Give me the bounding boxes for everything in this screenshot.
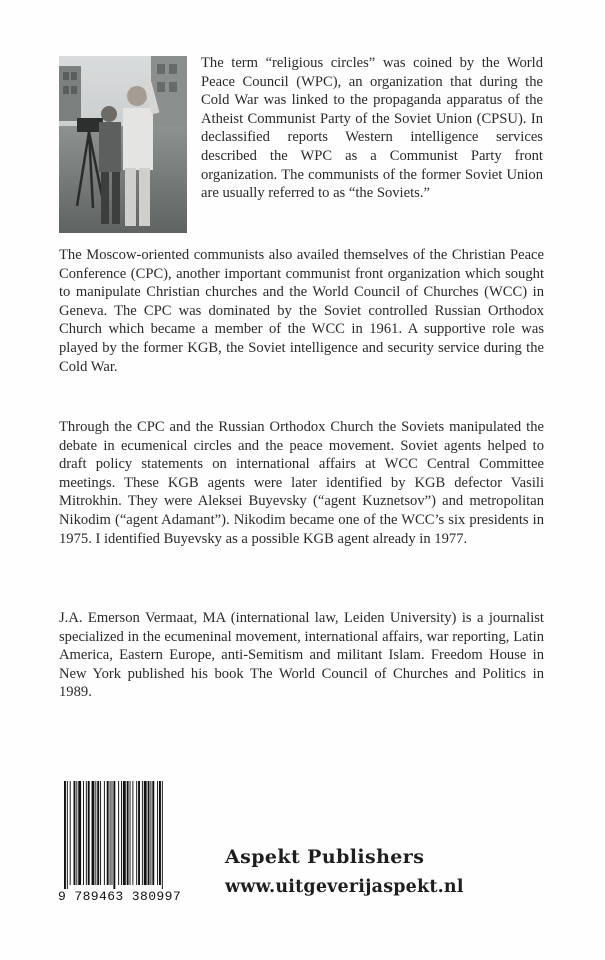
author-photo <box>59 56 187 233</box>
publisher-website: www.uitgeverijaspekt.nl <box>225 877 464 897</box>
intro-paragraph: The term “religious circles” was coined by the World Peace Council (WPC), an organization that during the Cold War was linked to the propaganda apparatus of the Atheist Communist Party of the Soviet Union (CPSU). In declassified reports Western intelligence services described the WPC as a Communist Party front organization. The communists of the former Soviet Union are usually referred to as “the Soviets.” <box>201 55 543 202</box>
photo-icon <box>59 56 187 233</box>
cpc-paragraph: The Moscow-oriented communists also availed themselves of the Christian Peace Conference (CPC), another important communist front organization which sought to manipulate Christian churches and the World Council of Churches (WCC) in Geneva. The CPC was dominated by the Soviet controlled Russian Orthodox Church which became a member of the WCC in 1961. A supportive role was played by the former KGB, the Soviet intelligence and security service during the Cold War. <box>59 247 544 375</box>
author-bio-paragraph: J.A. Emerson Vermaat, MA (international law, Leiden University) is a journalist specialized in the ecumeninal movement, international affairs, war reporting, Latin America, Eastern Europe, anti-Semitism and militant Islam. Freedom House in New York published his book The World Council of Churches and Politics in 1989. <box>59 610 544 701</box>
isbn-barcode <box>58 781 208 891</box>
isbn-digits: 9 789463 380997 <box>58 889 182 904</box>
publisher-name: Aspekt Publishers <box>225 846 425 868</box>
kgb-agents-paragraph: Through the CPC and the Russian Orthodox Church the Soviets manipulated the debate in ecumenical circles and the peace movement. Soviet agents helped to draft policy statements on international affairs at WCC Central Committee meetings. These KGB agents were later identified by KGB defector Vasili Mitrokhin. They were Aleksei Buyevsky (“agent Kuznetsov”) and metropolitan Nikodim (“agent Adamant”). Nikodim became one of the WCC’s six presidents in 1975. I identified Buyevsky as a possible KGB agent already in 1977. <box>59 419 544 547</box>
